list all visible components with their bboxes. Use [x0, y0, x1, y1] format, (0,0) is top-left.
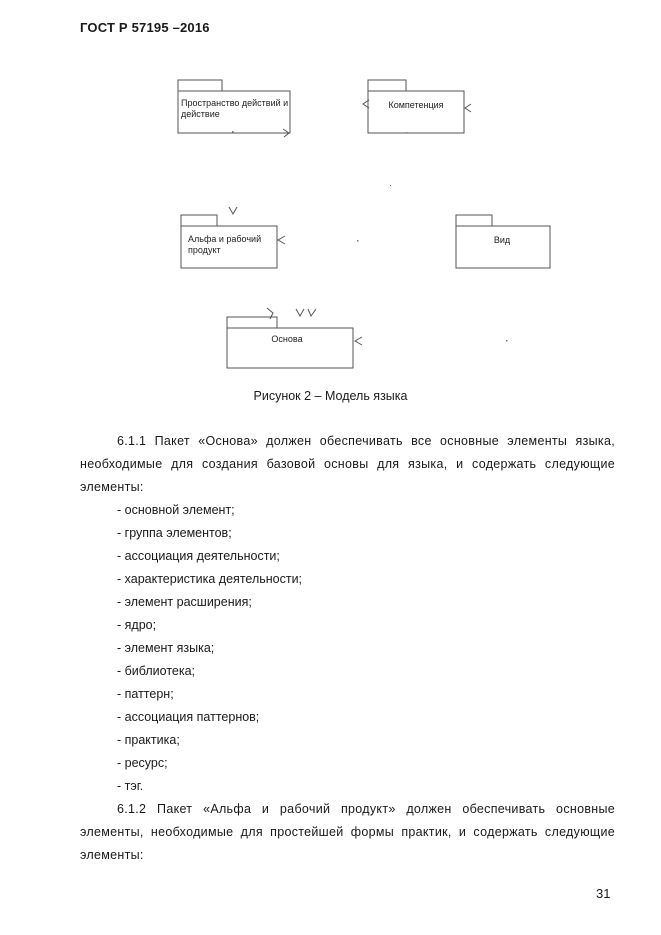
page-number: 31 [596, 886, 611, 901]
list-item: - характеристика деятельности; [117, 572, 303, 586]
list-item: - элемент расширения; [117, 595, 252, 609]
package-label: Основа [271, 334, 303, 344]
package-label: Компетенция [388, 100, 444, 110]
language-model-diagram [0, 0, 661, 380]
paragraph-6-1-2: 6.1.2 Пакет «Альфа и рабочий продукт» должен обеспечивать основные элементы, необходимые для простейшей формы практик, и содержать следующие элементы: [80, 802, 615, 862]
arrowhead-icon [308, 309, 316, 316]
list-item: - ядро; [117, 618, 157, 632]
arrowhead-icon [465, 104, 471, 112]
list-item: - основной элемент; [117, 503, 235, 517]
element-list [80, 499, 615, 798]
package-label: продукт [188, 245, 221, 255]
arrowhead-icon [355, 337, 362, 345]
body-text [80, 430, 615, 867]
paragraph-6-1-1: 6.1.1 Пакет «Основа» должен обеспечивать все основные элементы языка, необходимые для создания базовой основы для языка, и содержать следующие элементы: [80, 434, 615, 494]
arrowhead-icon [296, 309, 304, 316]
list-item: - группа элементов; [117, 526, 232, 540]
package-label: Альфа и рабочий [188, 234, 262, 244]
arrowhead-icon [229, 207, 237, 214]
document-header: ГОСТ Р 57195 –2016 [80, 20, 210, 35]
list-item: - практика; [117, 733, 180, 747]
list-item: - тэг. [117, 779, 144, 793]
list-item: - ассоциация деятельности; [117, 549, 280, 563]
package-label: Пространство действий и [181, 98, 289, 108]
list-item: - библиотека; [117, 664, 196, 678]
arrowhead-icon [278, 236, 285, 244]
list-item: - ресурс; [117, 756, 168, 770]
figure-caption: Рисунок 2 – Модель языка [253, 389, 408, 403]
package-label: действие [181, 109, 220, 119]
list-item: - паттерн; [117, 687, 174, 701]
list-item: - ассоциация паттернов; [117, 710, 260, 724]
package-label: Вид [493, 235, 511, 245]
list-item: - элемент языка; [117, 641, 215, 655]
